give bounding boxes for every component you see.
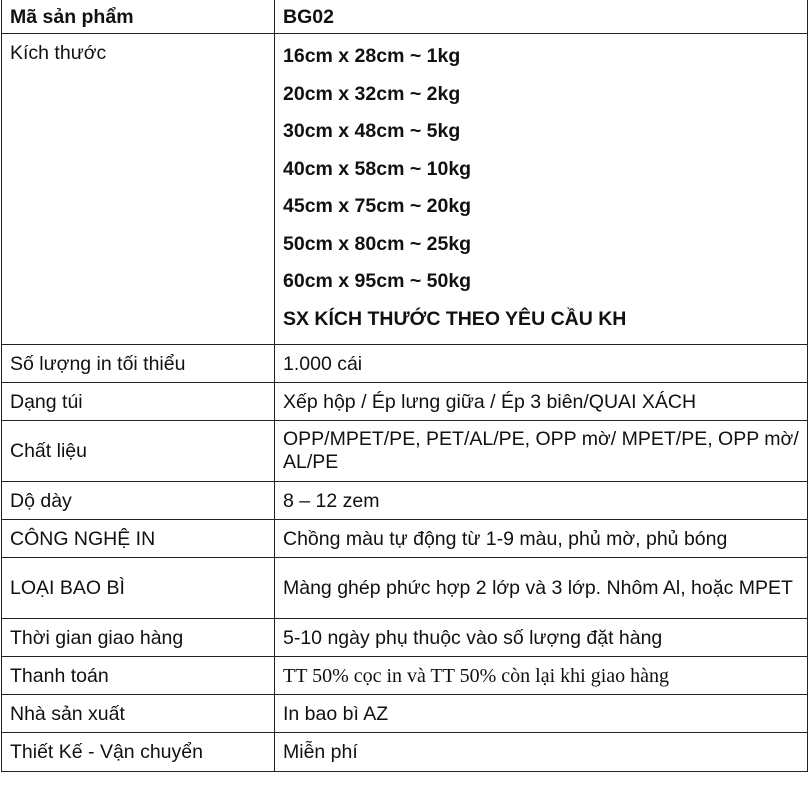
row-label: Nhà sản xuất — [2, 695, 275, 733]
table-row-manufacturer — [2, 695, 808, 733]
size-label: Kích thước — [2, 34, 275, 345]
table-row-print-tech — [2, 520, 808, 558]
product-code-label: Mã sản phẩm — [2, 0, 275, 34]
table-row-design-shipping — [2, 733, 808, 772]
row-label: Dộ dày — [2, 482, 275, 520]
row-value: Màng ghép phức hợp 2 lớp và 3 lớp. Nhôm Al, hoặc MPET — [275, 558, 808, 619]
size-item: 30cm x 48cm ~ 5kg — [283, 120, 461, 142]
row-value: Chồng màu tự động từ 1-9 màu, phủ mờ, phủ bóng — [275, 520, 808, 558]
table-row-delivery-time — [2, 619, 808, 657]
table-row-product-code — [2, 0, 808, 34]
row-label: Chất liệu — [2, 421, 275, 482]
size-list — [283, 34, 799, 338]
row-label: Thiết Kế - Vận chuyển — [2, 733, 275, 772]
row-label: Số lượng in tối thiểu — [2, 345, 275, 383]
row-value: Xếp hộp / Ép lưng giữa / Ép 3 biên/QUAI XÁCH — [275, 383, 808, 421]
product-code-value: BG02 — [275, 0, 808, 34]
size-item: 16cm x 28cm ~ 1kg — [283, 45, 461, 67]
size-item: 45cm x 75cm ~ 20kg — [283, 195, 472, 217]
table-row-thickness — [2, 482, 808, 520]
row-label: Thời gian giao hàng — [2, 619, 275, 657]
row-label: Dạng túi — [2, 383, 275, 421]
row-label: Thanh toán — [2, 657, 275, 695]
row-value: Miễn phí — [275, 733, 808, 772]
table-row-min-quantity — [2, 345, 808, 383]
size-item: 50cm x 80cm ~ 25kg — [283, 232, 472, 255]
row-value: In bao bì AZ — [275, 695, 808, 733]
size-item: 60cm x 95cm ~ 50kg — [283, 270, 472, 292]
row-value: 1.000 cái — [275, 345, 808, 383]
size-item-custom: SX KÍCH THƯỚC THEO YÊU CẦU KH — [283, 307, 627, 330]
row-value: 5-10 ngày phụ thuộc vào số lượng đặt hàng — [275, 619, 808, 657]
row-label: CÔNG NGHỆ IN — [2, 520, 275, 558]
table-row-material — [2, 421, 808, 482]
size-item: 20cm x 32cm ~ 2kg — [283, 82, 461, 105]
table-row-payment — [2, 657, 808, 695]
row-value: TT 50% cọc in và TT 50% còn lại khi giao hàng — [275, 657, 808, 695]
size-list-cell — [275, 34, 808, 345]
table-row-sizes — [2, 34, 808, 345]
size-item: 40cm x 58cm ~ 10kg — [283, 157, 472, 180]
table-row-packaging-type — [2, 558, 808, 619]
table-row-bag-type — [2, 383, 808, 421]
row-value: 8 – 12 zem — [275, 482, 808, 520]
product-spec-table — [1, 0, 808, 772]
row-value: OPP/MPET/PE, PET/AL/PE, OPP mờ/ MPET/PE, OPP mờ/ AL/PE — [275, 421, 808, 482]
row-label: LOẠI BAO BÌ — [2, 558, 275, 619]
